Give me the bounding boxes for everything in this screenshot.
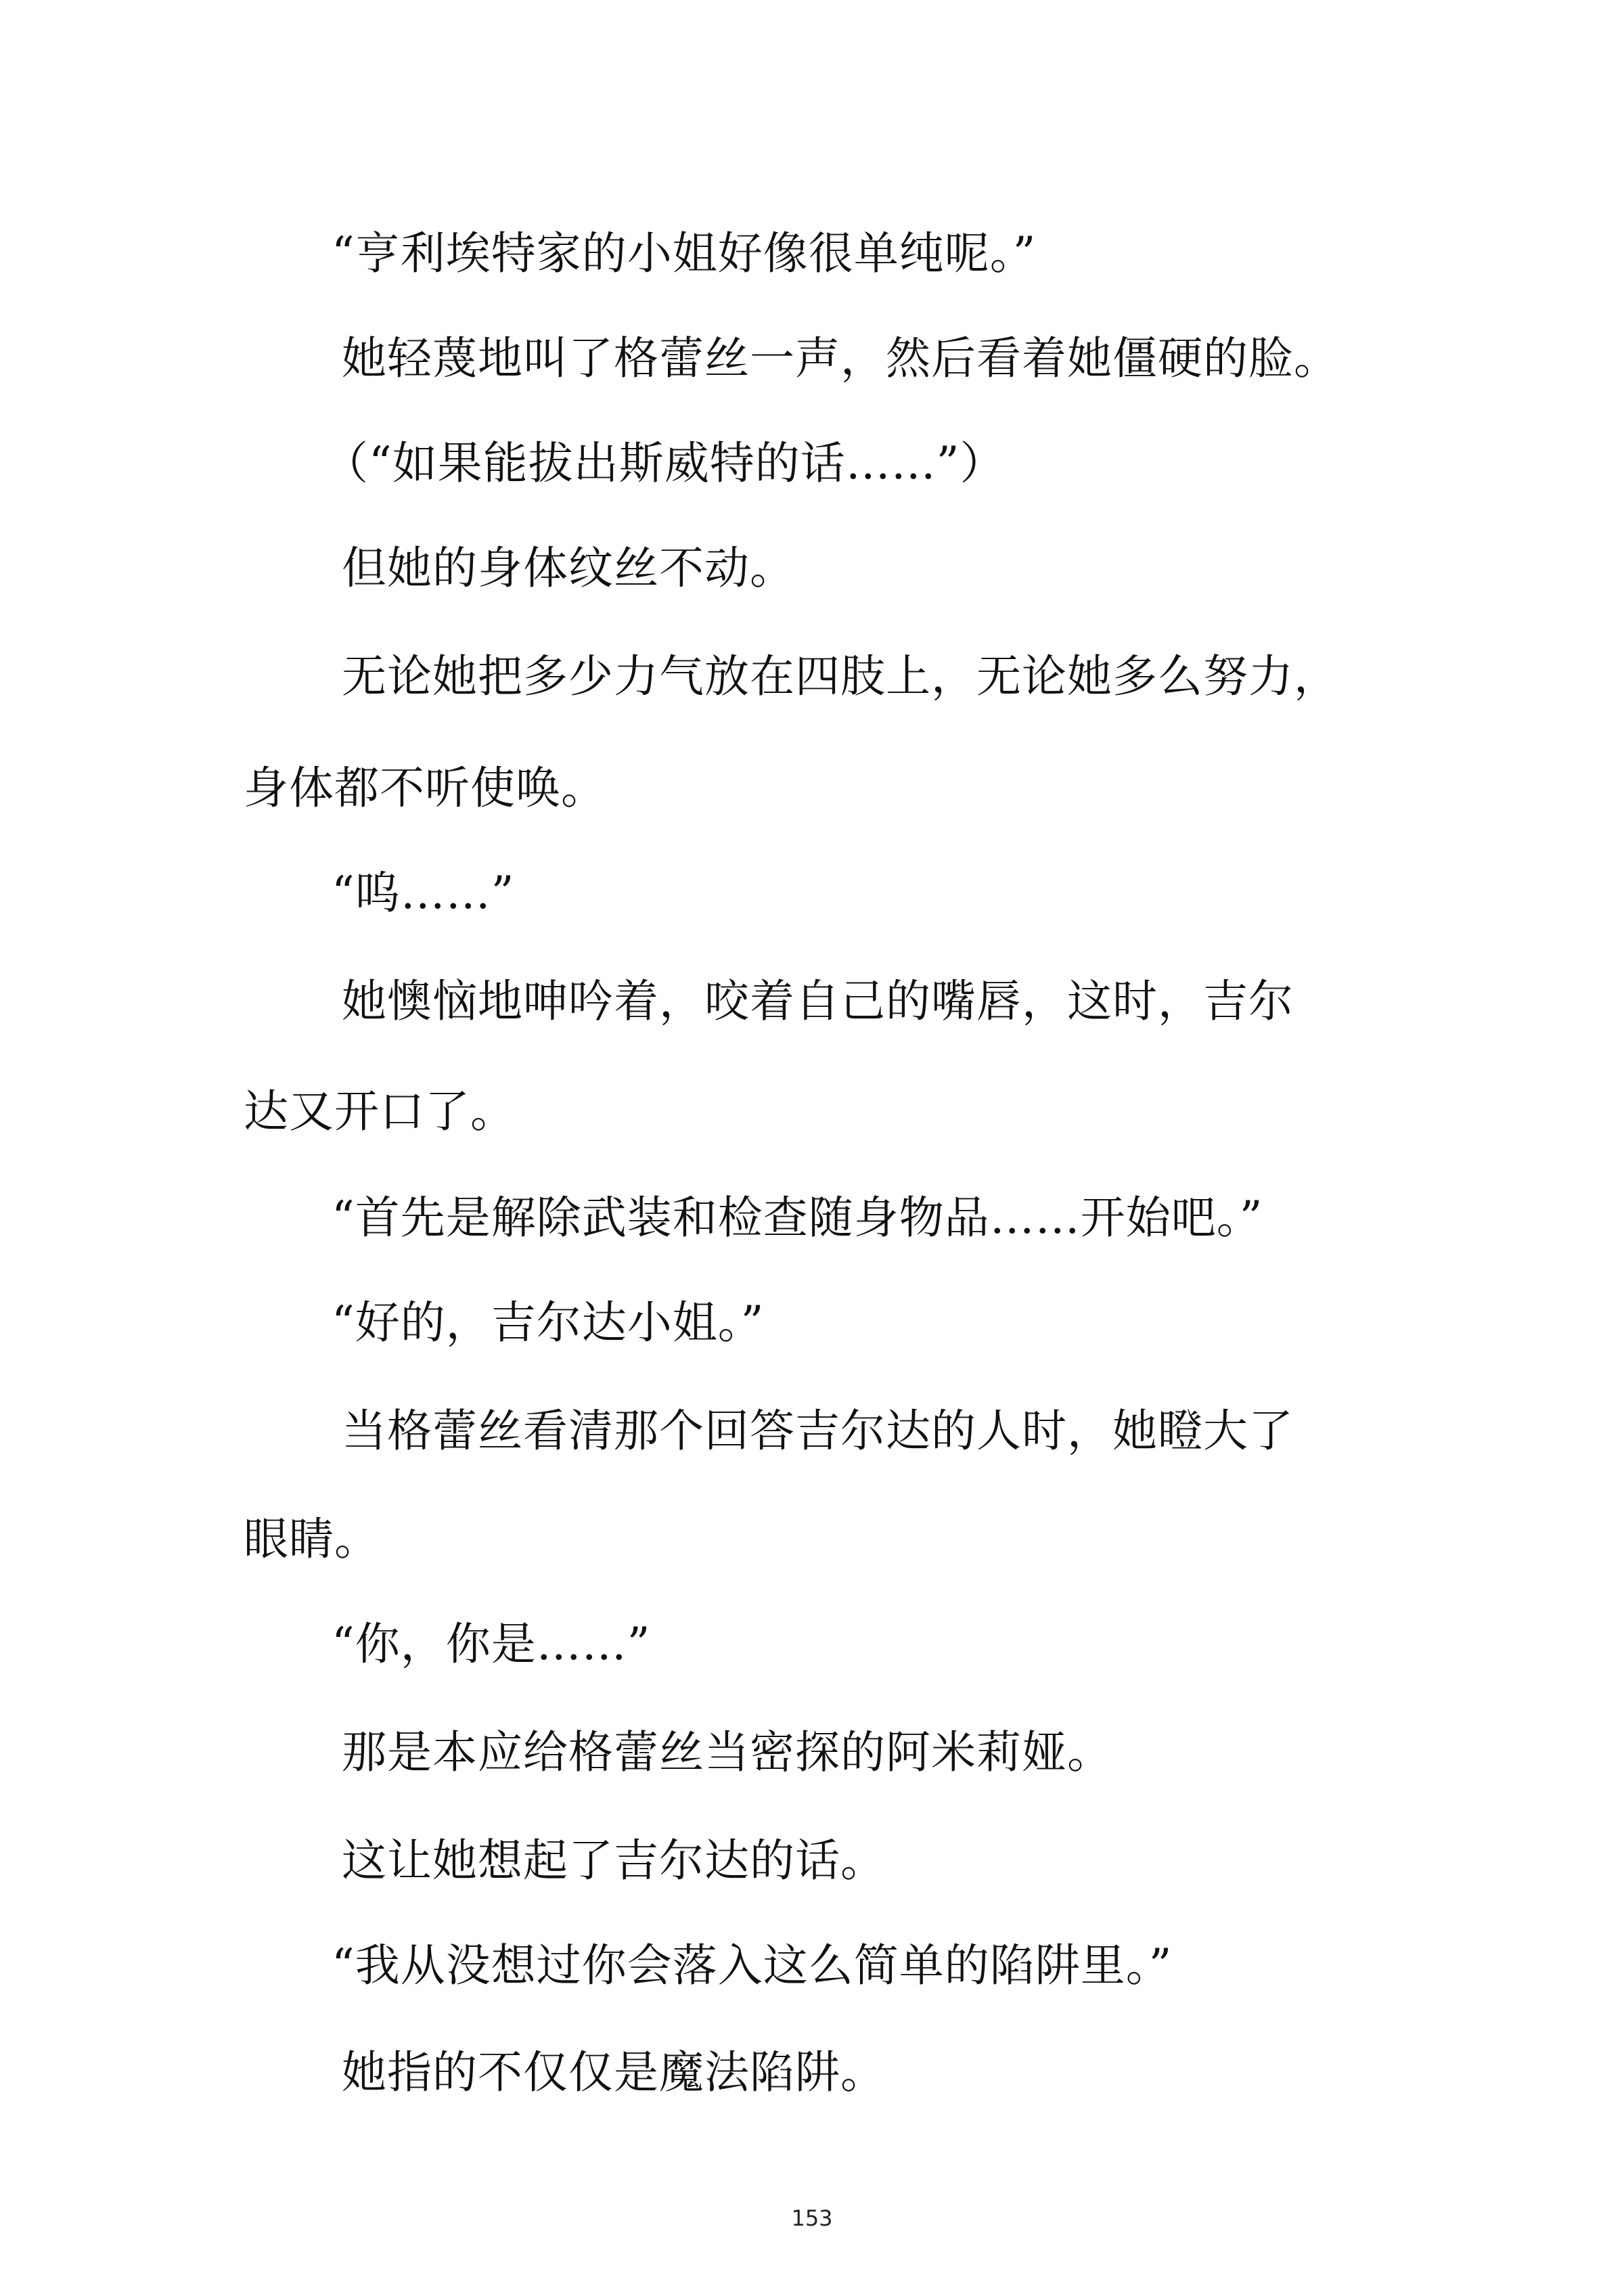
text-line: 这让她想起了吉尔达的话。 — [342, 1834, 886, 1887]
text-line: “亨利埃特家的小姐好像很单纯呢。” — [332, 227, 1037, 279]
text-line: 她指的不仅仅是魔法陷阱。 — [342, 2046, 886, 2098]
text-line: 无论她把多少力气放在四肢上，无论她多么努力， — [342, 650, 1339, 702]
text-line: “我从没想过你会落入这么简单的陷阱里。” — [332, 1939, 1173, 1991]
text-line: 身体都不听使唤。 — [244, 762, 606, 814]
text-line: “好的，吉尔达小姐。” — [332, 1297, 765, 1349]
text-line: “首先是解除武装和检查随身物品……开始吧。” — [332, 1192, 1263, 1244]
page-number: 153 — [791, 2205, 833, 2231]
text-line: 那是本应给格蕾丝当密探的阿米莉娅。 — [342, 1726, 1112, 1778]
text-line: 她懊恼地呻吟着，咬着自己的嘴唇，这时，吉尔 — [342, 975, 1294, 1027]
text-line: “呜……” — [332, 867, 515, 919]
text-line: 她轻蔑地叫了格蕾丝一声，然后看着她僵硬的脸。 — [342, 332, 1339, 384]
text-line: “你，你是……” — [332, 1618, 651, 1670]
text-line: 眼睛。 — [244, 1513, 380, 1565]
text-line: 达又开口了。 — [244, 1085, 516, 1138]
text-line: （“如果能拔出斯威特的话……”） — [323, 437, 1006, 489]
text-line: 但她的身体纹丝不动。 — [342, 542, 795, 594]
text-line: 当格蕾丝看清那个回答吉尔达的人时，她瞪大了 — [342, 1405, 1294, 1457]
